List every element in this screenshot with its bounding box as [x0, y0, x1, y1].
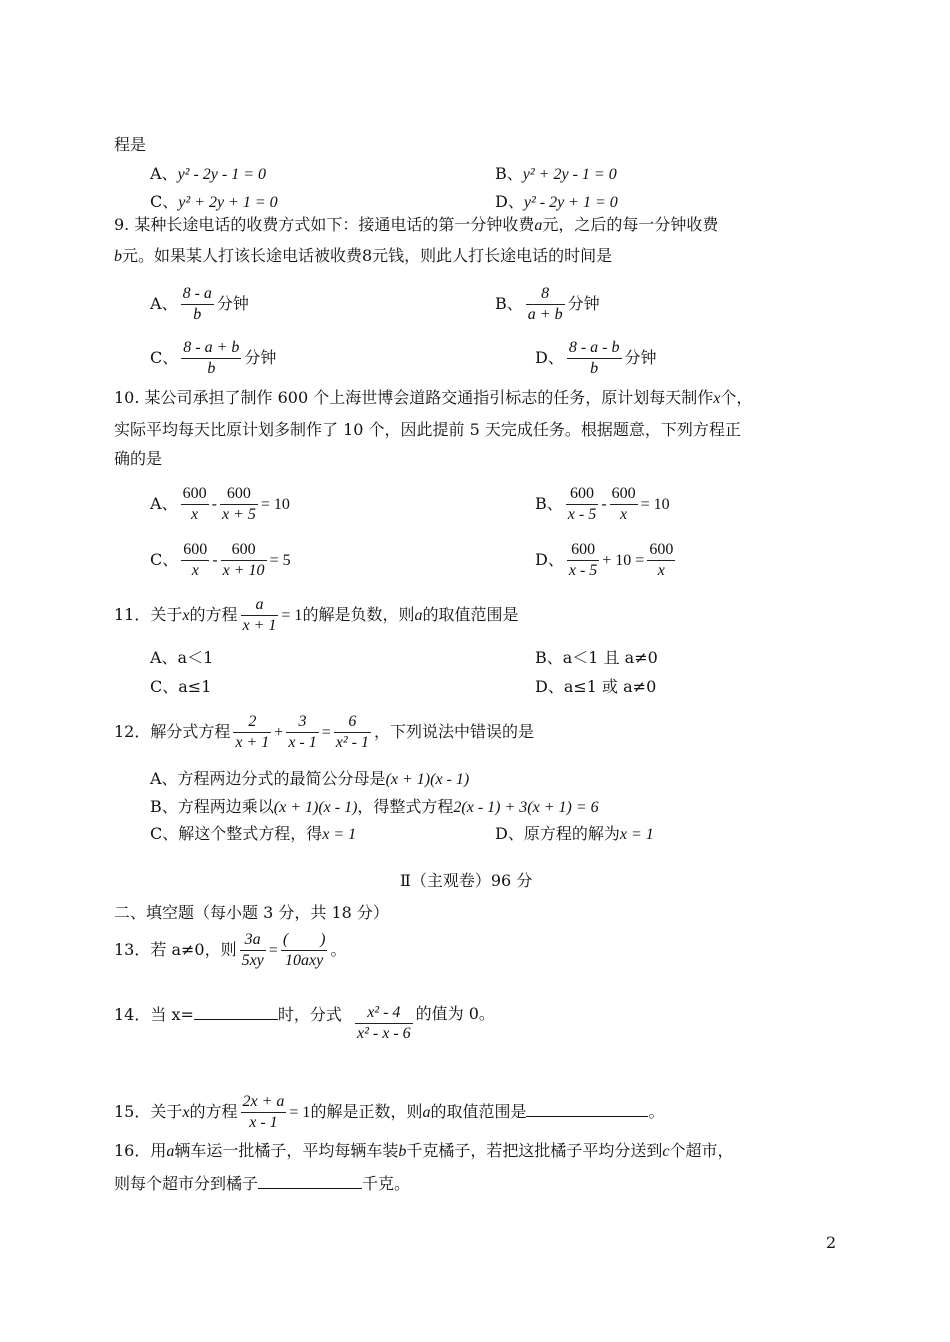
q10-option-b: B、 $\frac{600}{x - 5}$ - $\frac{600}{x}$ = 10 — [535, 485, 670, 523]
q9-stem-line1: 9. 某种长途电话的收费方式如下：接通电话的第一分钟收费a元，之后的每一分钟收费 — [114, 215, 719, 234]
q12-option-d: D、原方程的解为x = 1 — [495, 824, 654, 843]
q10-stem-line1: 10. 某公司承担了制作 600 个上海世博会道路交通指引标志的任务，原计划每天制作x个， — [114, 388, 753, 407]
q16-stem-line2: 则每个超市分到橘子 千克。 — [114, 1174, 411, 1193]
q14-answer-blank[interactable] — [194, 1003, 278, 1020]
q10-stem-line2: 实际平均每天比原计划多制作了 10 个，因此提前 5 天完成任务。根据题意，下列方程正 — [114, 420, 741, 439]
q10-option-a: A、 $\frac{600}{x}$ - $\frac{600}{x + 5}$ = 10 — [150, 485, 290, 523]
section-title: Ⅱ（主观卷）96 分 — [400, 871, 533, 890]
q9-option-d: D、 $\frac{8 - a - b}{b}$ 分钟 — [535, 339, 657, 377]
q11-option-a: A、a＜1 — [150, 648, 214, 667]
q12-option-b: B、方程两边乘以(x + 1)(x - 1)，得整式方程2(x - 1) + 3(x + 1) = 6 — [150, 797, 599, 816]
q16-answer-blank[interactable] — [258, 1172, 362, 1189]
q10-option-d: D、 $\frac{600}{x - 5}$ + 10 = $\frac{600}{x}$ — [535, 541, 674, 579]
q12-option-a: A、方程两边分式的最简公分母是(x + 1)(x - 1) — [150, 769, 470, 788]
q12-option-c: C、解这个整式方程，得x = 1 — [150, 824, 357, 843]
q13-stem: 13．若 a≠0，则 $\frac{3a}{5xy}$ = $\frac{( )}{\text{10axy}}$ 。 — [114, 931, 347, 969]
q8-option-b: B、y² + 2y - 1 = 0 — [495, 164, 617, 183]
q11-stem: 11．关于x的方程 $\frac{a}{x + 1}$ = 1的解是负数，则a的取值范围是 — [114, 596, 519, 634]
q15-stem: 15．关于x的方程 $\frac{2x + a}{x - 1}$ = 1的解是正数，则a的取值范围是 。 — [114, 1093, 665, 1131]
q8-continuation: 程是 — [114, 135, 147, 154]
q11-option-b: B、a＜1 且 a≠0 — [535, 648, 658, 667]
q12-stem: 12．解分式方程 $\frac{2}{x + 1}$ + $\frac{3}{x - 1}$ = $\frac{6}{\text{x² - 1}}$ ，下列说法中错误的是 — [114, 713, 535, 751]
q14-fraction: $\frac{\text{x² - 4}}{\text{x² - x - 6}}$ 的值为 0。 — [357, 1004, 495, 1042]
q9-stem-line2: b元。如果某人打该长途电话被收费8元钱，则此人打长途电话的时间是 — [114, 246, 613, 265]
page-number: 2 — [826, 1233, 837, 1252]
q14-stem: 14．当 x= 时，分式 — [114, 1005, 342, 1024]
q16-stem-line1: 16．用a辆车运一批橘子，平均每辆车装b千克橘子，若把这批橘子平均分送到c个超市， — [114, 1141, 734, 1160]
q10-option-c: C、 $\frac{600}{x}$ - $\frac{600}{x + 10}$ = 5 — [150, 541, 291, 579]
q9-option-c: C、 $\frac{8 - a + b}{b}$ 分钟 — [150, 339, 277, 377]
q8-option-d: D、y² - 2y + 1 = 0 — [495, 192, 618, 211]
q8-option-c: C、y² + 2y + 1 = 0 — [150, 192, 278, 211]
q11-option-d: D、a≤1 或 a≠0 — [535, 677, 657, 696]
q9-option-a: A、 $\frac{8 - a}{b}$ 分钟 — [150, 285, 249, 323]
q10-stem-line3: 确的是 — [114, 449, 163, 468]
q9-option-b: B、 $\frac{8}{a + b}$ 分钟 — [495, 285, 600, 323]
q11-option-c: C、a≤1 — [150, 677, 212, 696]
q15-answer-blank[interactable] — [526, 1100, 648, 1117]
q8-option-a: A、y² - 2y - 1 = 0 — [150, 164, 267, 183]
fill-in-heading: 二、填空题（每小题 3 分，共 18 分） — [114, 903, 389, 922]
